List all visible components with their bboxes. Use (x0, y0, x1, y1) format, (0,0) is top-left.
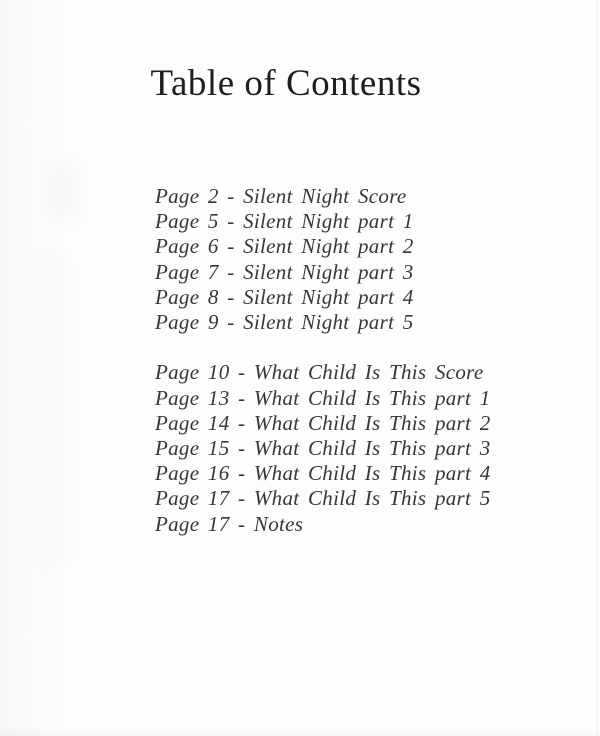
toc-entry: Page 6 - Silent Night part 2 (155, 234, 414, 259)
scan-showthrough-artifact (38, 250, 64, 570)
scan-right-edge-artifact (597, 0, 598, 736)
toc-entry: Page 7 - Silent Night part 3 (155, 259, 414, 284)
toc-list (155, 184, 555, 537)
section-gap (155, 335, 555, 360)
toc-entry: Page 2 - Silent Night Score (155, 184, 407, 208)
toc-entry: Page 13 - What Child Is This part 1 (155, 385, 491, 410)
toc-entry: Page 8 - Silent Night part 4 (155, 284, 414, 309)
toc-section-silent-night (155, 184, 555, 335)
scan-bottom-edge-artifact (0, 726, 600, 736)
toc-section-what-child-is-this (155, 360, 555, 536)
scan-showthrough-artifact (46, 160, 80, 220)
scan-left-edge-artifact (0, 0, 70, 736)
toc-entry: Page 17 - Notes (155, 511, 304, 536)
toc-entry: Page 15 - What Child Is This part 3 (155, 436, 491, 461)
page-title: Table of Contents (150, 63, 422, 104)
toc-entry: Page 16 - What Child Is This part 4 (155, 461, 491, 486)
toc-entry: Page 10 - What Child Is This Score (155, 360, 484, 385)
toc-entry: Page 17 - What Child Is This part 5 (155, 486, 491, 511)
toc-entry: Page 9 - Silent Night part 5 (155, 310, 414, 335)
toc-entry: Page 14 - What Child Is This part 2 (155, 410, 491, 435)
toc-entry: Page 5 - Silent Night part 1 (155, 209, 414, 234)
